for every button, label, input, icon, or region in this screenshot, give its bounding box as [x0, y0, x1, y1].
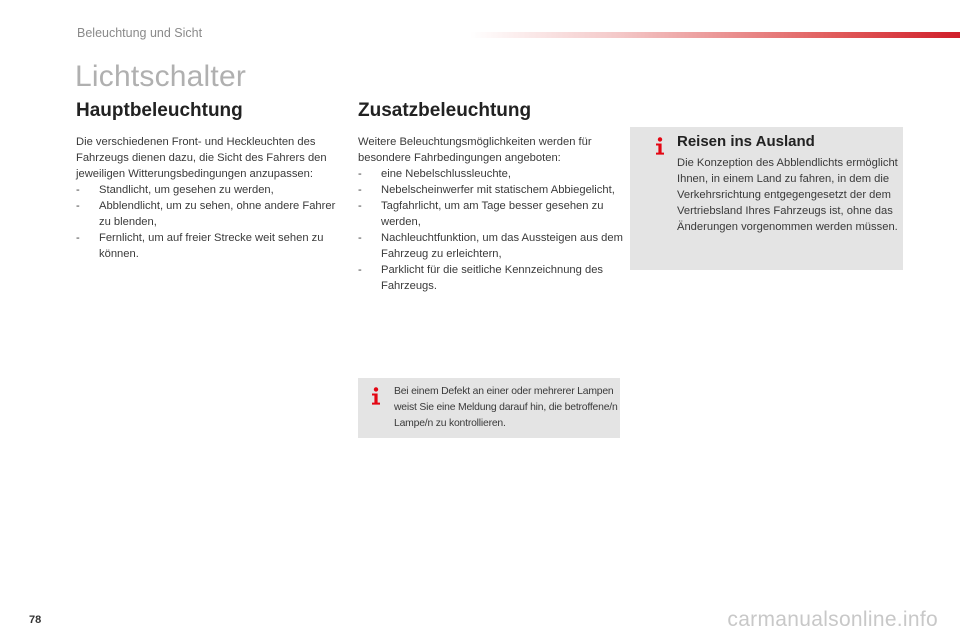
hauptbeleuchtung-heading: Hauptbeleuchtung: [76, 100, 243, 121]
list-item-text: Parklicht für die seitliche Kennzeichnung des Fahrzeugs.: [381, 264, 604, 292]
page-title: Lichtschalter: [75, 60, 247, 93]
hauptbeleuchtung-section: [76, 100, 346, 262]
hauptbeleuchtung-intro: Die verschiedenen Front- und Heckleuchten des Fahrzeugs dienen dazu, die Sicht des Fahrers den jeweiligen Witterungsbedingungen anzupassen:: [76, 136, 327, 180]
watermark: carmanualsonline.info: [727, 608, 938, 631]
info-box-text: Bei einem Defekt an einer oder mehrerer Lampen weist Sie eine Meldung darauf hin, die betroffene/n Lampe/n zu kontrollieren.: [394, 386, 618, 429]
info-box-heading: Reisen ins Ausland: [677, 133, 815, 150]
info-box-lampendefekt: [358, 378, 620, 438]
header-accent-bar: [470, 32, 960, 38]
list-dash: -: [358, 232, 362, 244]
list-item: [76, 230, 346, 262]
list-dash: -: [358, 200, 362, 212]
zusatzbeleuchtung-intro: Weitere Beleuchtungsmöglichkeiten werden für besondere Fahrbedingungen angeboten:: [358, 136, 592, 164]
list-item: [358, 182, 623, 198]
list-item-text: eine Nebelschlussleuchte,: [381, 168, 511, 180]
page-number: 78: [29, 614, 42, 626]
list-item: [358, 230, 623, 262]
list-item: [358, 262, 623, 294]
zusatzbeleuchtung-list: [358, 166, 623, 294]
list-item-text: Abblendlicht, um zu sehen, ohne andere Fahrer zu blenden,: [99, 200, 336, 228]
list-item: [76, 198, 346, 230]
chapter-title: Beleuchtung und Sicht: [77, 26, 203, 40]
list-item: [358, 198, 623, 230]
list-item: [76, 182, 346, 198]
list-dash: -: [76, 200, 80, 212]
list-item: [358, 166, 623, 182]
list-dash: -: [358, 168, 362, 180]
list-item-text: Tagfahrlicht, um am Tage besser gesehen zu werden,: [381, 200, 604, 228]
list-item-text: Nebelscheinwerfer mit statischem Abbiegelicht,: [381, 184, 615, 196]
list-dash: -: [358, 184, 362, 196]
info-icon: [370, 387, 382, 405]
list-item-text: Nachleuchtfunktion, um das Aussteigen aus dem Fahrzeug zu erleichtern,: [381, 232, 623, 260]
info-box-reisen-ins-ausland: [630, 127, 903, 270]
list-item-text: Fernlicht, um auf freier Strecke weit sehen zu können.: [99, 232, 324, 260]
info-box-text: Die Konzeption des Abblendlichts ermöglicht Ihnen, in einem Land zu fahren, in dem die Verkehrsrichtung entgegengesetzt der dem Vertriebsland Ihres Fahrzeugs ist, ohne das Änderungen vorgenommen werden müssen.: [677, 157, 898, 233]
list-dash: -: [358, 264, 362, 276]
list-dash: -: [76, 232, 80, 244]
list-item-text: Standlicht, um gesehen zu werden,: [99, 184, 274, 196]
list-dash: -: [76, 184, 80, 196]
zusatzbeleuchtung-section: [358, 100, 623, 294]
zusatzbeleuchtung-heading: Zusatzbeleuchtung: [358, 100, 532, 121]
hauptbeleuchtung-list: [76, 182, 346, 262]
info-icon: [654, 137, 666, 155]
